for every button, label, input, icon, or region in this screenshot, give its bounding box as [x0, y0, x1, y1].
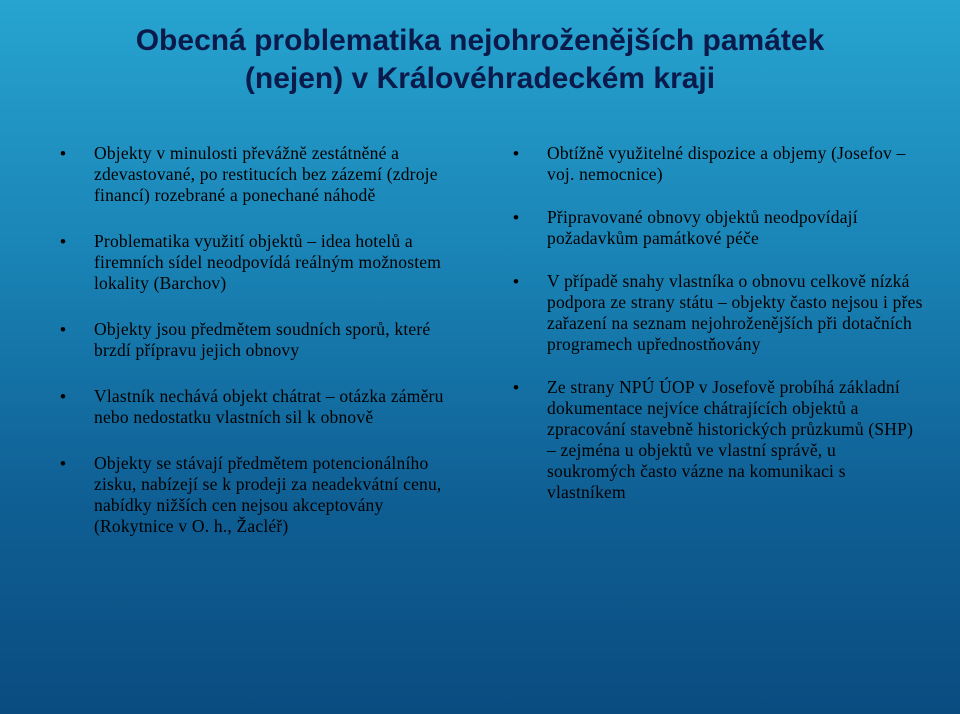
bullet-text: V případě snahy vlastníka o obnovu celkově nízká podpora ze strany státu – objekty často nejsou i přes zařazení na seznam nejohroženějších při dotačních programech upřednostňovány [547, 271, 923, 354]
bullet-item [513, 207, 923, 249]
bullet-icon: • [60, 454, 67, 473]
bullet-text: Připravované obnovy objektů neodpovídají požadavkům památkové péče [547, 207, 858, 248]
bullet-icon: • [513, 272, 520, 291]
bullet-text: Ze strany NPÚ ÚOP v Josefově probíhá základní dokumentace nejvíce chátrajících objektů a zpracování stavebně historických průzkumů (SHP) – zejména u objektů ve vlastní správě, u soukromých často vázne na komunikaci s vlastníkem [547, 377, 914, 502]
bullet-item [60, 319, 445, 361]
slide-title-line-1: Obecná problematika nejohroženějších památek [135, 24, 825, 57]
slide-title [0, 22, 960, 98]
bullet-text: Objekty se stávají předmětem potencionálního zisku, nabízejí se k prodeji za neadekvátní cenu, nabídky nižších cen nejsou akceptovány (Rokytnice v O. h., Žacléř) [94, 453, 442, 536]
bullet-text: Objekty v minulosti převážně zestátněné a zdevastované, po restitucích bez zázemí (zdroje financí) rozebrané a ponechané náhodě [94, 143, 438, 205]
bullet-text: Objekty jsou předmětem soudních sporů, které brzdí přípravu jejich obnovy [94, 319, 431, 360]
bullet-icon: • [60, 387, 67, 406]
bullet-item [513, 143, 923, 185]
bullet-item [60, 143, 445, 206]
right-bullet-list [513, 143, 923, 525]
bullet-item [60, 386, 445, 428]
bullet-icon: • [60, 144, 67, 163]
slide-title-line-2: (nejen) v Královéhradeckém kraji [244, 62, 716, 95]
bullet-item [60, 453, 445, 537]
bullet-icon: • [60, 320, 67, 339]
bullet-item [513, 377, 923, 503]
bullet-icon: • [60, 232, 67, 251]
left-bullet-list [60, 143, 445, 562]
bullet-text: Problematika využití objektů – idea hotelů a firemních sídel neodpovídá reálným možnostem lokality (Barchov) [94, 231, 442, 293]
bullet-text: Vlastník nechává objekt chátrat – otázka záměru nebo nedostatku vlastních sil k obnově [94, 386, 444, 427]
bullet-item [513, 271, 923, 355]
bullet-text: Obtížně využitelné dispozice a objemy (Josefov – voj. nemocnice) [547, 143, 906, 184]
bullet-icon: • [513, 144, 520, 163]
bullet-item [60, 231, 445, 294]
bullet-icon: • [513, 378, 520, 397]
bullet-icon: • [513, 208, 520, 227]
